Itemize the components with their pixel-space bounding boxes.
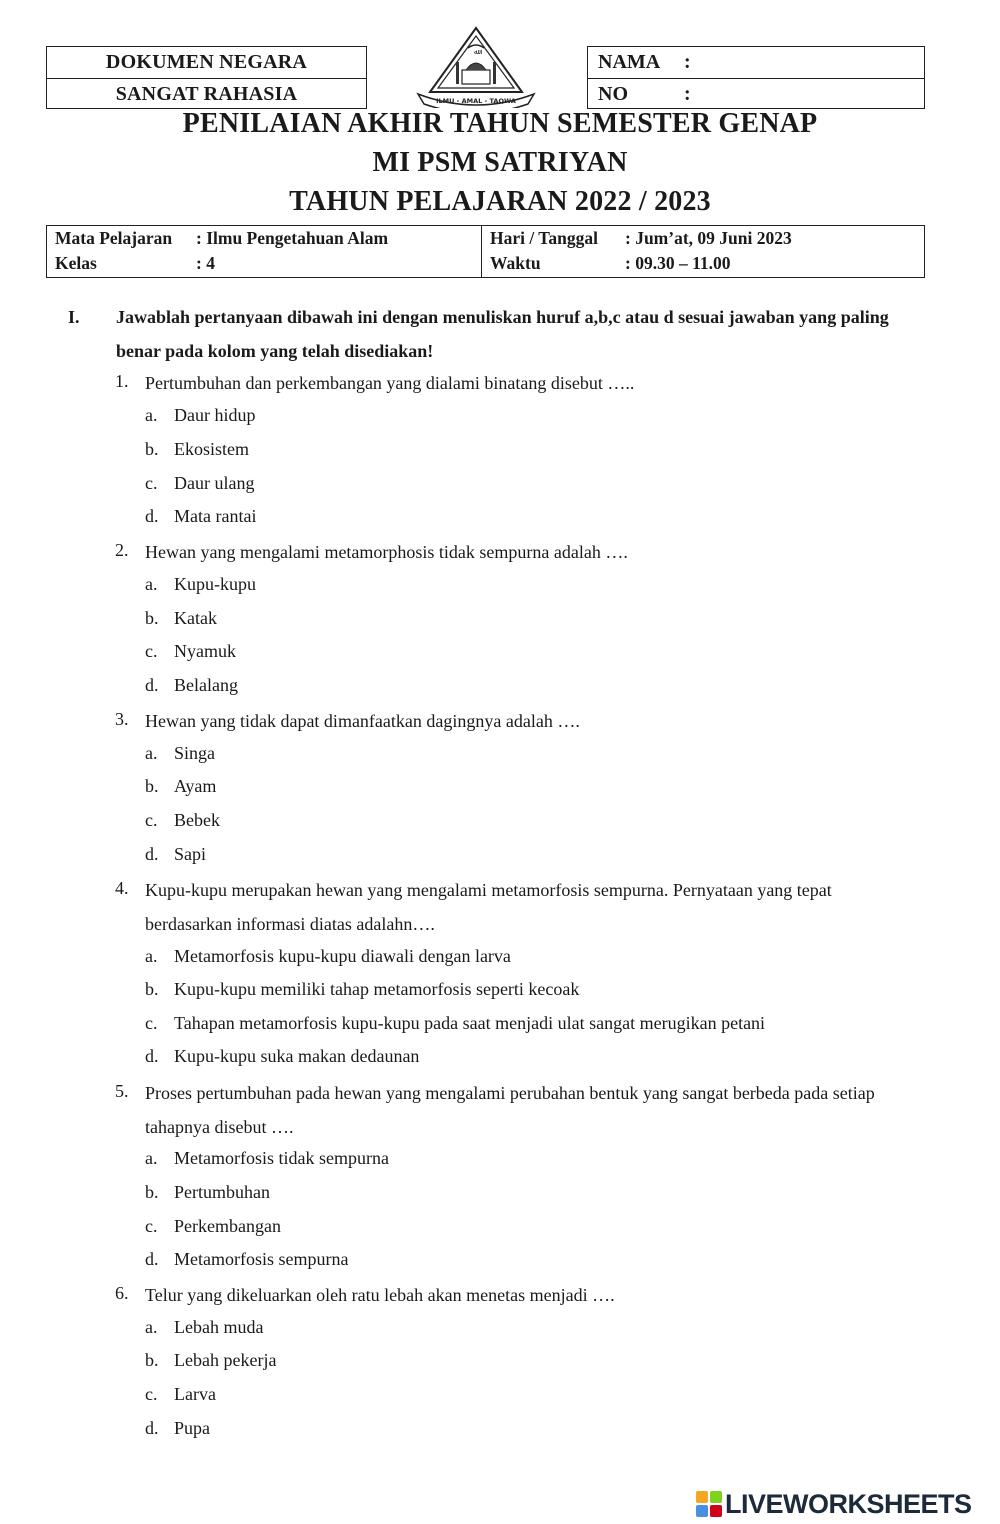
option-text: Metamorfosis tidak sempurna [174, 1148, 389, 1168]
date-value: : Jum’at, 09 Juni 2023 [625, 228, 792, 248]
liveworksheets-watermark[interactable] [696, 1488, 972, 1520]
question-number: 6. [115, 1283, 129, 1303]
student-number-label: NO [598, 82, 628, 105]
question-number: 3. [115, 709, 129, 729]
date-row [490, 226, 924, 251]
date-label: Hari / Tanggal [490, 228, 598, 248]
student-number-colon: : [684, 82, 691, 105]
subject-row [55, 226, 481, 251]
option-letter: b. [145, 979, 159, 999]
option-text: Lebah pekerja [174, 1350, 277, 1370]
student-identity-box [587, 46, 925, 109]
option-letter: b. [145, 776, 159, 796]
option-letter: d. [145, 1249, 159, 1269]
option-text: Metamorfosis sempurna [174, 1249, 349, 1269]
question-text: Hewan yang mengalami metamorphosis tidak sempurna adalah …. [145, 542, 628, 562]
subject-label: Mata Pelajaran [55, 228, 173, 248]
option-letter: c. [145, 1384, 158, 1404]
logo-tile [696, 1505, 708, 1517]
exam-title: PENILAIAN AKHIR TAHUN SEMESTER GENAP [182, 108, 818, 139]
option-text: Pertumbuhan [174, 1182, 270, 1202]
option-text: Singa [174, 743, 216, 763]
academic-year: TAHUN PELAJARAN 2022 / 2023 [289, 186, 711, 217]
option-letter: b. [145, 439, 159, 459]
option-letter: a. [145, 946, 158, 966]
student-name-colon: : [684, 51, 691, 73]
instruction-text: Jawablah pertanyaan dibawah ini dengan menuliskan huruf a,b,c atau d sesuai jawaban yang paling benar pada kolom yang telah disediakan! [116, 307, 889, 361]
section-number: I. [68, 307, 80, 327]
student-name-label: NAMA [598, 51, 661, 73]
option-text: Daur ulang [174, 473, 255, 493]
option-letter: c. [145, 810, 158, 830]
student-number-row [588, 78, 924, 109]
option-text: Pupa [174, 1418, 210, 1438]
option-text: Ayam [174, 776, 217, 796]
option-text: Kupu-kupu memiliki tahap metamorfosis seperti kecoak [174, 979, 580, 999]
question-number: 2. [115, 540, 129, 560]
subject-value: : Ilmu Pengetahuan Alam [196, 228, 389, 248]
exam-info-left [47, 226, 482, 277]
option-letter: b. [145, 1350, 159, 1370]
option-letter: b. [145, 1182, 159, 1202]
option-letter: a. [145, 1317, 158, 1337]
student-name-row [588, 47, 924, 78]
option-letter: c. [145, 473, 158, 493]
option-letter: a. [145, 743, 158, 763]
svg-text:ﷲ: ﷲ [473, 48, 479, 56]
watermark-text: LIVEWORKSHEETS [725, 1488, 972, 1519]
option-letter: d. [145, 1046, 159, 1066]
option-text: Ekosistem [174, 439, 249, 459]
question-text: Pertumbuhan dan perkembangan yang dialami binatang disebut ….. [145, 373, 635, 393]
option-letter: d. [145, 1418, 159, 1438]
question-number: 1. [115, 371, 129, 391]
option-text: Daur hidup [174, 405, 256, 425]
class-value: : 4 [196, 253, 215, 273]
school-logo-icon [416, 24, 536, 108]
exam-info-right [482, 226, 924, 277]
option-letter: a. [145, 405, 158, 425]
question-text: Hewan yang tidak dapat dimanfaatkan dagingnya adalah …. [145, 711, 580, 731]
option-letter: a. [145, 1148, 158, 1168]
logo-motto: ILMU - AMAL - TAQWA [436, 97, 516, 105]
time-label: Waktu [490, 253, 541, 273]
option-text: Larva [174, 1384, 216, 1404]
option-text: Nyamuk [174, 641, 236, 661]
option-text: Kupu-kupu [174, 574, 256, 594]
option-letter: d. [145, 844, 159, 864]
logo-tile [696, 1491, 708, 1503]
option-text: Katak [174, 608, 217, 628]
question-number: 4. [115, 878, 129, 898]
exam-info-table [46, 225, 925, 278]
option-letter: a. [145, 574, 158, 594]
class-row [55, 251, 481, 276]
question-text: Kupu-kupu merupakan hewan yang mengalami metamorfosis sempurna. Pernyataan yang tepat berdasarkan informasi diatas adalahn…. [145, 880, 832, 934]
question-text: Proses pertumbuhan pada hewan yang mengalami perubahan bentuk yang sangat berbeda pada setiap tahapnya disebut …. [145, 1083, 875, 1137]
option-letter: c. [145, 1216, 158, 1236]
time-value: : 09.30 – 11.00 [625, 253, 731, 273]
option-letter: c. [145, 641, 158, 661]
option-text: Perkembangan [174, 1216, 281, 1236]
option-text: Sapi [174, 844, 207, 864]
option-letter: c. [145, 1013, 158, 1033]
option-text: Lebah muda [174, 1317, 264, 1337]
time-row [490, 251, 924, 276]
logo-tile [710, 1491, 722, 1503]
document-classification-2: SANGAT RAHASIA [47, 78, 366, 109]
document-classification-box [46, 46, 367, 109]
document-classification-1: DOKUMEN NEGARA [105, 51, 308, 73]
option-text: Kupu-kupu suka makan dedaunan [174, 1046, 420, 1066]
option-letter: d. [145, 506, 159, 526]
school-name: MI PSM SATRIYAN [372, 147, 628, 178]
question-number: 5. [115, 1081, 129, 1101]
option-letter: b. [145, 608, 159, 628]
option-letter: d. [145, 675, 159, 695]
class-label: Kelas [55, 253, 97, 273]
option-text: Belalang [174, 675, 238, 695]
liveworksheets-logo-icon [696, 1491, 722, 1517]
option-text: Mata rantai [174, 506, 257, 526]
question-text: Telur yang dikeluarkan oleh ratu lebah akan menetas menjadi …. [145, 1285, 615, 1305]
option-text: Metamorfosis kupu-kupu diawali dengan larva [174, 946, 511, 966]
option-text: Tahapan metamorfosis kupu-kupu pada saat menjadi ulat sangat merugikan petani [174, 1013, 766, 1033]
option-text: Bebek [174, 810, 220, 830]
logo-tile [710, 1505, 722, 1517]
